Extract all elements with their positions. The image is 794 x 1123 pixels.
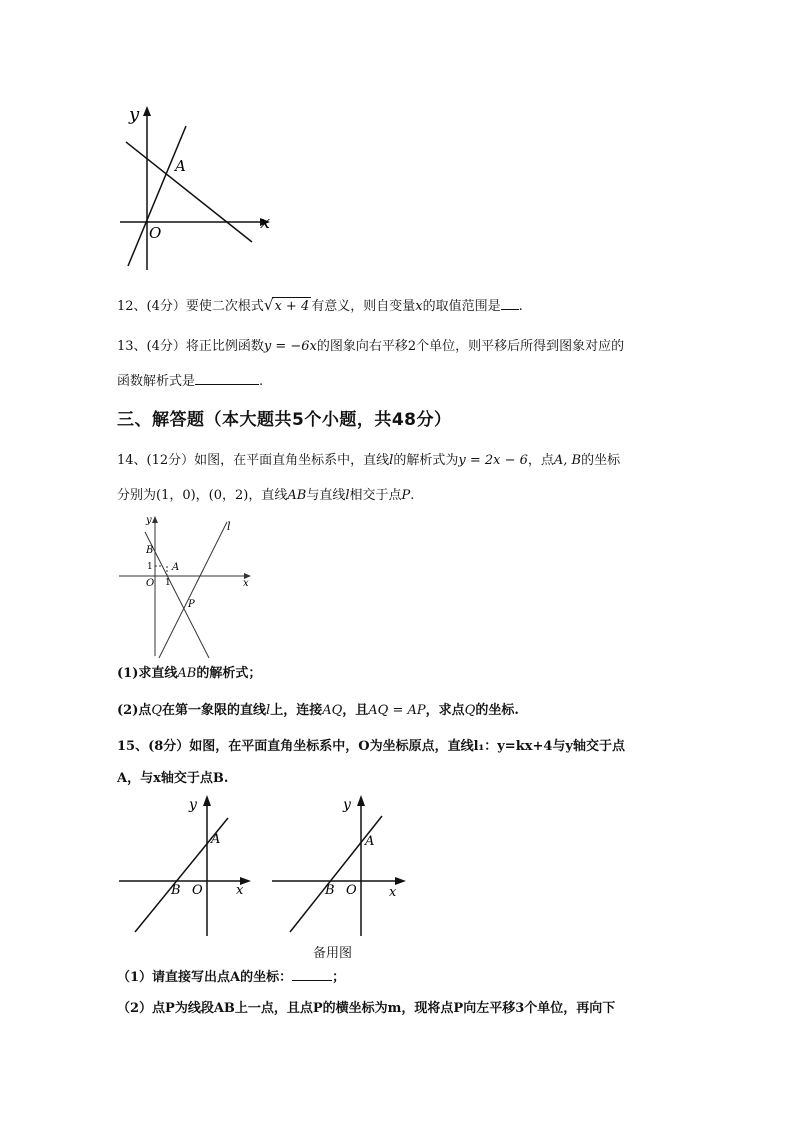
question-14-line1: 14、(12分）如图，在平面直角坐标系中，直线l的解析式为y = 2x − 6，点A, B的坐标 [117, 453, 621, 468]
fig2-p-label: P [188, 599, 195, 610]
question-13-line1: 13、(4分）将正比例函数y = −6x的图象向右平移2个单位，则平移后所得到图象对应的 [117, 339, 625, 354]
fig1-y-label: y [129, 104, 140, 125]
answer-blank-13[interactable] [195, 372, 259, 385]
question-14-line2: 分别为(1，0)，(0，2)，直线AB与直线l相交于点P. [117, 488, 415, 503]
fig2-x-label: x [243, 578, 249, 589]
fig4-x-label: x [389, 885, 397, 900]
fig2-one-y-label: 1 [147, 562, 153, 572]
figure-caption: 备用图 [313, 946, 353, 961]
question-15-line1: 15、(8分）如图，在平面直角坐标系中，O为坐标原点，直线l₁：y=kx+4与y轴交于点 [117, 739, 625, 754]
fig2-b-label: B [146, 545, 154, 556]
question-14-part1: (1)求直线AB的解析式； [117, 666, 262, 681]
fig2-l-label: l [227, 520, 231, 533]
fig3-y-label: y [189, 797, 197, 813]
y-axis-arrow [357, 795, 365, 806]
fig4-y-label: y [343, 797, 351, 813]
fig2-one-x-label: 1 [165, 578, 171, 588]
section-heading: 三、解答题（本大题共5个小题，共48分） [117, 410, 452, 430]
answer-blank-12[interactable] [501, 297, 519, 310]
question-15-part1: （1）请直接写出点A的坐标： ； [117, 970, 346, 985]
y-axis-arrow [203, 795, 211, 806]
answer-blank-15-1[interactable] [292, 968, 332, 981]
fig3-b-label: B [171, 883, 181, 898]
fig1-x-label: x [260, 212, 271, 233]
figure-q14 [115, 512, 260, 660]
figure-q15-main [115, 790, 255, 940]
question-15-part2: （2）点P为线段AB上一点，且点P的横坐标为m，现将点P向左平移3个单位，再向下 [117, 1001, 616, 1016]
fig1-point-a-label: A [175, 157, 186, 175]
question-13-line2: 函数解析式是 . [117, 374, 264, 389]
question-15-line2: A，与x轴交于点B. [117, 771, 229, 786]
fig4-b-label: B [325, 883, 335, 898]
figure-q11 [112, 100, 282, 275]
question-14-part2: (2)点Q在第一象限的直线l上，连接AQ，且AQ = AP，求点Q的坐标. [117, 703, 519, 718]
fig2-a-label: A [172, 562, 180, 573]
y-axis-arrow [152, 516, 158, 523]
line-l [159, 522, 227, 658]
question-12: 12、(4分）要使二次根式√x + 4 有意义，则自变量x的取值范围是 . [117, 296, 523, 314]
figure-q15-backup [268, 790, 410, 940]
fig3-o-label: O [192, 883, 203, 898]
fig1-origin-label: O [149, 224, 162, 242]
fig4-a-label: A [365, 834, 375, 849]
fig2-y-label: y [146, 515, 152, 526]
x-axis-arrow [395, 877, 406, 885]
radicand: x + 4 [274, 299, 310, 314]
line-steep [128, 126, 186, 266]
fig2-o-label: O [146, 578, 155, 589]
fig3-x-label: x [236, 883, 244, 898]
fig3-a-label: A [211, 832, 221, 847]
y-axis-arrow [143, 106, 151, 116]
fig4-o-label: O [346, 883, 357, 898]
